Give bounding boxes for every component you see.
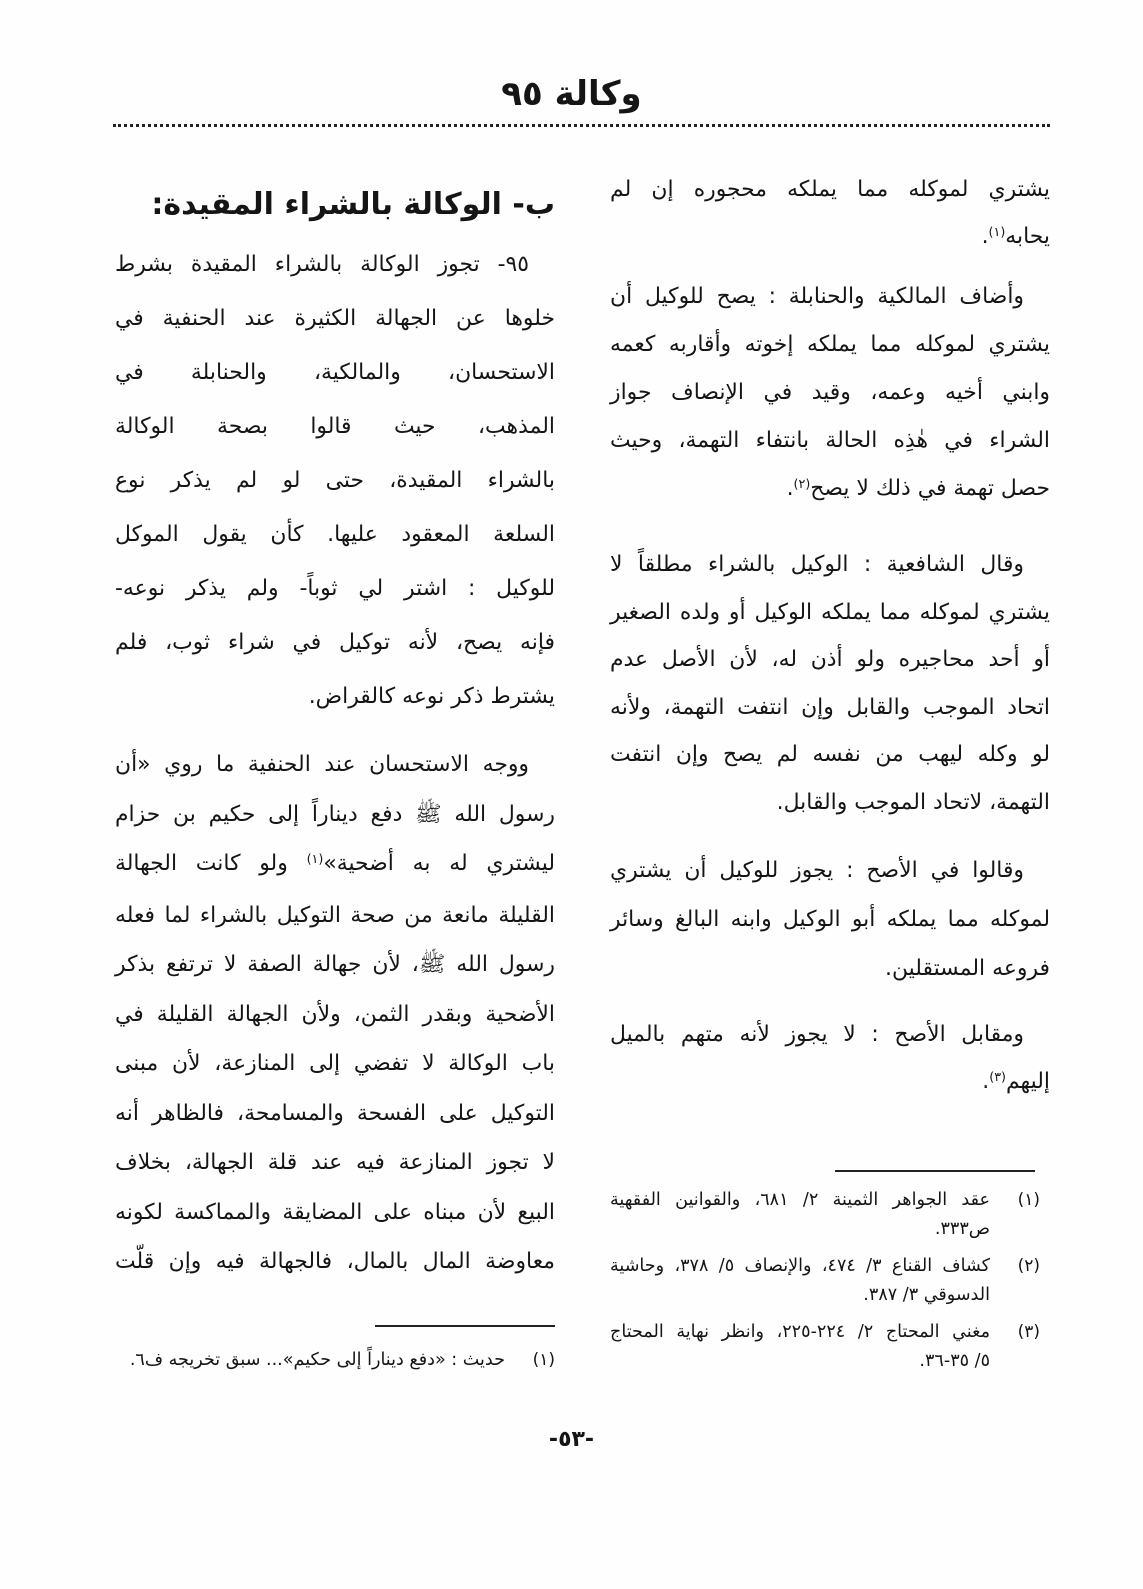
text-line: [610, 213, 1050, 262]
footnote-text: [610, 1252, 990, 1310]
text-line: مغني المحتاج ٢/ ٢٢٤-٢٢٥، وانظر نهاية المحتاج: [610, 1322, 990, 1342]
text-line: يشتري لموكله مما يملكه الوكيل أو ولده الصغير: [610, 599, 1050, 625]
dotted-rule: [113, 124, 1050, 127]
text-run: حصل تهمة في ذلك لا يصح: [810, 476, 1050, 501]
text-run: ليشتري له به أضحية»: [323, 851, 555, 876]
text-line: وقال الشافعية : الوكيل بالشراء مطلقاً لا: [610, 552, 1024, 577]
paragraph: [115, 740, 555, 1287]
footnote: [610, 1186, 1040, 1244]
text-run: إليهم: [1005, 1069, 1050, 1094]
text-line: [610, 465, 1050, 515]
text-line: الدسوقي ٣/ ٣٨٧.: [863, 1285, 990, 1305]
footnote-marker: (٢): [793, 476, 811, 492]
paragraph: [610, 166, 1050, 262]
footnote-marker: (١): [306, 851, 324, 867]
text-line: رسول الله ﷺ، لأن جهالة الصفة لا ترتفع بذكر: [115, 952, 555, 977]
paragraph: [115, 238, 555, 724]
text-line: لموكله مما يملكه أبو الوكيل وابنه البالغ وسائر: [610, 907, 1050, 932]
text-line: رسول الله ﷺ دفع ديناراً إلى حكيم بن حزام: [115, 801, 555, 827]
text-line: الأضحية وبقدر الثمن، ولأن الجهالة القليلة في: [115, 1001, 555, 1027]
paragraph: [610, 273, 1050, 515]
page-number: -٥٣-: [548, 1427, 595, 1452]
text-line: اتحاد الموجب والقابل وإن انتفت التهمة، ولأنه: [610, 694, 1050, 720]
text-line: ومقابل الأصح : لا يجوز لأنه متهم بالميل: [610, 1022, 1024, 1047]
text-line: ٩٥- تجوز الوكالة بالشراء المقيدة بشرط: [115, 252, 529, 277]
text-line: فإنه يصح، لأنه توكيل في شراء ثوب، فلم: [115, 630, 555, 655]
text-line: الشراء في هٰذِه الحالة بانتفاء التهمة، وحيث: [610, 428, 1050, 453]
text-line: معاوضة المال بالمال، فالجهالة فيه وإن قلّت: [115, 1249, 555, 1274]
text-line: المذهب، حيث قالوا بصحة الوكالة: [115, 414, 555, 439]
running-header: وكالة ٩٥: [501, 74, 642, 114]
footnote: [610, 1252, 1040, 1310]
text-line: [610, 1058, 1050, 1107]
footnote-separator: [835, 1170, 1035, 1172]
text-line: عقد الجواهر الثمينة ٢/ ٦٨١، والقوانين الفقهية: [610, 1190, 990, 1210]
paragraph: [610, 541, 1050, 826]
text-line: لو وكله ليهب من نفسه لم يصح وإن انتفت: [610, 742, 1050, 767]
text-line: بالشراء المقيدة، حتى لو لم يذكر نوع: [115, 468, 555, 493]
text-line: يشترط ذكر نوعه كالقراض.: [308, 684, 555, 709]
text-line: حديث : «دفع ديناراً إلى حكيم»... سبق تخريجه ف٦.: [129, 1350, 505, 1370]
text-line: كشاف القناع ٣/ ٤٧٤، والإنصاف ٥/ ٣٧٨، وحاشية: [610, 1256, 991, 1276]
text-line: السلعة المعقود عليها. كأن يقول الموكل: [115, 522, 555, 547]
footnote-number: (٢): [1017, 1256, 1040, 1276]
paragraph: [610, 846, 1050, 993]
text-line: ص٣٣٣.: [934, 1219, 990, 1239]
footnote-marker: (٣): [989, 1069, 1006, 1085]
text-line: البيع لأن مبناه على المضايقة والمماكسة لكونه: [115, 1199, 555, 1225]
text-line: القليلة مانعة من صحة التوكيل بالشراء لما فعله: [115, 902, 555, 928]
text-line: للوكيل : اشتر لي ثوباً- ولم يذكر نوعه-: [115, 576, 555, 601]
text-line: [115, 839, 555, 891]
text-line: الاستحسان، والمالكية، والحنابلة في: [115, 360, 555, 385]
text-line: ووجه الاستحسان عند الحنفية ما روي «أن: [115, 752, 529, 777]
text-run: .: [786, 476, 794, 501]
text-line: التهمة، لاتحاد الموجب والقابل.: [776, 789, 1050, 815]
footnote-text: [118, 1346, 505, 1375]
footnote-text: [610, 1318, 990, 1376]
footnote: [610, 1318, 1040, 1376]
footnote-marker: (١): [988, 224, 1006, 240]
text-run: .: [982, 1069, 990, 1094]
footnote: [118, 1346, 555, 1375]
footnote-number: (١): [1017, 1190, 1040, 1210]
section-heading: ب- الوكالة بالشراء المقيدة:: [151, 187, 555, 222]
paragraph: [610, 1011, 1050, 1107]
text-run: ولو كانت الجهالة: [115, 851, 307, 876]
text-line: أو أحد محاجيره ولو أذن له، لأن الأصل عدم: [610, 647, 1050, 672]
footnotes: [118, 1346, 555, 1383]
text-line: وأضاف المالكية والحنابلة : يصح للوكيل أن: [610, 284, 1024, 309]
text-line: ٥/ ٣٥-٣٦.: [919, 1351, 990, 1371]
footnote-number: (٣): [1017, 1322, 1040, 1342]
text-line: خلوها عن الجهالة الكثيرة عند الحنفية في: [115, 306, 555, 331]
text-line: باب الوكالة لا تفضي إلى المنازعة، لأن مبنى: [115, 1051, 555, 1076]
footnote-text: [610, 1186, 990, 1244]
text-run: يحابه: [1005, 224, 1050, 249]
text-line: التوكيل على الفسحة والمسامحة، فالظاهر أنه: [115, 1100, 555, 1126]
text-line: لا تجوز المنازعة فيه عند قلة الجهالة، بخلاف: [115, 1150, 555, 1175]
text-line: يشتري لموكله مما يملكه إخوته وأقاربه كعمه: [610, 332, 1050, 357]
text-line: فروعه المستقلين.: [885, 956, 1050, 981]
text-line: يشتري لموكله مما يملكه محجوره إن لم: [610, 177, 1050, 202]
text-line: وابني أخيه وعمه، وقيد في الإنصاف جواز: [610, 380, 1050, 405]
text-run: .: [981, 224, 989, 249]
footnote-separator: [375, 1325, 555, 1327]
text-line: وقالوا في الأصح : يجوز للوكيل أن يشتري: [610, 858, 1024, 883]
footnote-number: (١): [532, 1350, 555, 1370]
footnotes: [610, 1186, 1040, 1384]
